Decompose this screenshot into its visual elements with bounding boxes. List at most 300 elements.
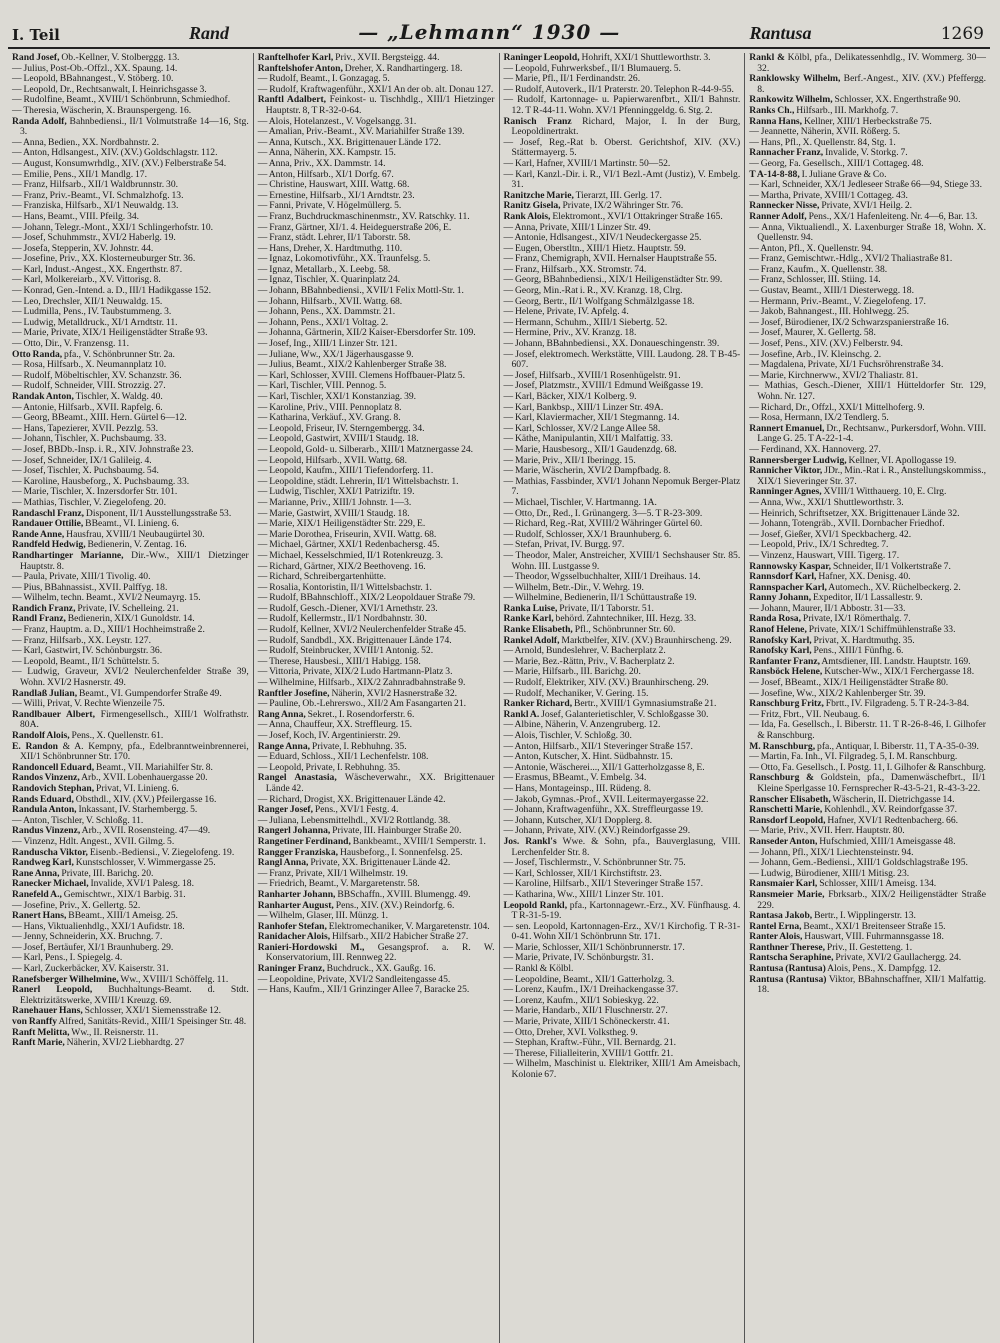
directory-entry: — Arnold, Bundeslehrer, V. Bacherplatz 2. bbox=[503, 645, 666, 657]
directory-entry: — Franz, Gemischtwr.-Hdlg., XVI/2 Thaliastraße 81. bbox=[749, 253, 953, 265]
directory-entry: — Josef, Bürodiener, IX/2 Schwarzspanierstraße 16. bbox=[749, 316, 949, 328]
directory-entry: Ranny Johann, Expeditor, II/1 Lassallestr. 9. bbox=[749, 592, 923, 604]
directory-entry: — Karoline, Priv., VIII. Pennoplatz 8. bbox=[257, 401, 402, 413]
directory-entry: — Emilie, Pens., XII/1 Mandlg. 17. bbox=[12, 168, 147, 180]
directory-entry: — Marie Dorothea, Friseurin, XVII. Wattg. 68. bbox=[257, 528, 437, 540]
directory-entry: — Mathias, Tischler, V. Ziegelofeng. 20. bbox=[12, 496, 166, 508]
directory-entry: Rannspacher Karl, Automech., XV. Rüchelbeckerg. 2. bbox=[749, 581, 961, 593]
column-4 bbox=[745, 53, 990, 1343]
directory-entry: — Rankl & Kölbl. bbox=[503, 963, 574, 975]
directory-entry: Randlbauer Albert, Firmengesellsch., XIII/1 Wolfrathstr. 80A. bbox=[12, 708, 249, 731]
directory-entry: — Johann, Pens., XX. Dammstr. 21. bbox=[257, 306, 396, 318]
directory-entry: — Fritz, Fbrt., VII. Neubaug. 6. bbox=[749, 708, 870, 720]
directory-entry: — Anna, Priv., XX. Dammstr. 14. bbox=[257, 157, 386, 169]
directory-entry: Randich Franz, Private, IV. Schelleing. 21. bbox=[12, 602, 179, 614]
directory-entry: — Theresia, Wäscherin, X. Braunspergeng. 16. bbox=[12, 104, 192, 116]
directory-entry: — Josef, Schneider, IX/1 Galileig. 4. bbox=[12, 454, 152, 466]
section-label: I. Teil bbox=[12, 26, 60, 44]
directory-entry: — Anton, Kutscher, X. Hint. Südbahnstr. 15. bbox=[503, 751, 673, 763]
directory-entry: — Karoline, Hilfsarb., XII/1 Steveringer Straße 157. bbox=[503, 878, 703, 890]
directory-entry: — Rudolf, Mechaniker, V. Gering. 15. bbox=[503, 687, 649, 699]
right-guide-word: Rantusa bbox=[749, 23, 812, 43]
directory-entry: — Michael, Kesselschmied, II/1 Rotenkreuzg. 3. bbox=[257, 549, 444, 561]
directory-entry: — Anna, Kutsch., XX. Brigittenauer Lände 172. bbox=[257, 136, 441, 148]
directory-entry: — Karoline, Hausbeforg., X. Puchsbaumg. 33. bbox=[12, 475, 190, 487]
directory-entry: — Helene, Private, IV. Apfelg. 4. bbox=[503, 306, 629, 318]
directory-entry: Ransböck Helene, Kutscher-Ww., XIX/1 Ferchergasse 18. bbox=[749, 666, 975, 678]
directory-entry: — Marie, Tischler, X. Inzersdorfer Str. 101. bbox=[12, 486, 178, 498]
directory-entry: Ranker Richard, Bertr., XVIII/1 Gymnasiumstraße 21. bbox=[503, 698, 717, 710]
directory-entry: — Antonie, Wäscherei..., XII/1 Gatterholzgasse 8, E. bbox=[503, 761, 705, 773]
directory-entry: — Franz, Hilfsarb., XX. Stromstr. 74. bbox=[503, 263, 647, 275]
directory-entry: — Marie, Handarb., XII/1 Fluschnerstr. 27. bbox=[503, 1005, 668, 1017]
directory-entry: Ranftelshofer Anton, Dreher, X. Randhartingerg. 18. bbox=[257, 62, 463, 74]
directory-entry: — Josefa, Stepperin, XV. Johnstr. 44. bbox=[12, 242, 154, 254]
directory-entry: — Hans, Tapezierer, XVII. Pezzlg. 53. bbox=[12, 422, 158, 434]
left-guide-word: Rand bbox=[189, 23, 230, 43]
directory-entry: — Leopold, Beamt., II/1 Schüttelstr. 5. bbox=[12, 655, 160, 667]
directory-entry: — Leopold, Fuhrwerksbef., II/1 Blumauerg. 5. bbox=[503, 62, 681, 74]
directory-entry: — Käthe, Manipulantin, XII/1 Malfattig. 33. bbox=[503, 433, 673, 445]
directory-entry: — Franz, Hauptm. a. D., XIII/1 Hochheimstraße 2. bbox=[12, 624, 205, 636]
directory-entry: — Lorenz, Kaufm., IX/1 Dreihackengasse 37. bbox=[503, 984, 679, 996]
directory-entry: Ranehauer Hans, Schlosser, XXI/1 Siemensstraße 12. bbox=[12, 1005, 222, 1017]
directory-entry: — Mathias, Fassbinder, XVI/1 Johann Nepomuk Berger-Platz 7. bbox=[503, 475, 741, 498]
directory-entry: — Johann, Kutscher, XI/1 Dopplerg. 8. bbox=[503, 814, 653, 826]
directory-entry: — Hermann, Schuhm., XIII/1 Siebertg. 52. bbox=[503, 316, 668, 328]
directory-entry: — Paula, Private, XIII/1 Tivolig. 40. bbox=[12, 571, 151, 583]
directory-entry: — Richard, Reg.-Rat, XVIII/2 Währinger Gürtel 60. bbox=[503, 518, 703, 530]
directory-entry: — Marie, Bez.-Rättn, Priv., V. Bacherplatz 2. bbox=[503, 655, 675, 667]
entry-columns bbox=[8, 53, 990, 1343]
directory-entry: — Julius, Beamt., XIX/2 Kahlenberger Straße 38. bbox=[257, 359, 447, 371]
directory-entry: — Ignaz, Tischler, X. Quarinplatz 24. bbox=[257, 274, 401, 286]
directory-entry: — Leopold, Dr., Rechtsanwalt, I. Heinrichsgasse 3. bbox=[12, 83, 207, 95]
directory-entry: Ranftl Adalbert, Feinkost- u. Tischhdlg., XIII/1 Hietzinger Hauptstr. 8, T R-32-0-64. bbox=[257, 94, 495, 116]
directory-entry: Rankel Adolf, Marktbelfer, XIV. (XV.) Braunhirscheng. 29. bbox=[503, 634, 732, 646]
directory-entry: — Karl, Tischler, VIII. Pennog. 5. bbox=[257, 380, 387, 392]
directory-entry: Rannersberger Ludwig, Kellner, VI. Apollogasse 19. bbox=[749, 454, 957, 466]
directory-entry: Randauer Ottilie, BBeamt., VI. Linieng. 6. bbox=[12, 518, 179, 530]
directory-entry: — Karl, Gastwirt, IV. Schönburgstr. 36. bbox=[12, 645, 163, 657]
directory-entry: — Franz, Gärtner, XI/1. 4. Heideguerstraße 206, E. bbox=[257, 221, 452, 233]
directory-entry: — Hans, Beamt., VIII. Pfeilg. 34. bbox=[12, 210, 140, 222]
directory-entry: — Johann, Totengräb., XVII. Dornbacher Friedhof. bbox=[749, 518, 945, 530]
directory-entry: Ranftelhofer Karl, Priv., XVII. Bergsteigg. 44. bbox=[257, 53, 440, 63]
directory-entry: — Therese, Filialleiterin, XVIII/1 Gottfr. 21. bbox=[503, 1047, 674, 1059]
directory-entry: — Ferdinand, XX. Hannoverg. 27. bbox=[749, 443, 881, 455]
directory-entry: — Leopold, Kaufm., XIII/1 Tiefendorferg. 11. bbox=[257, 465, 434, 477]
directory-entry: Rande Anne, Hausfrau, XVIII/1 Neubaugürtel 30. bbox=[12, 528, 205, 540]
directory-entry: Randak Anton, Tischler, X. Waldg. 40. bbox=[12, 391, 163, 402]
directory-entry: — Otto, Fa. Gesellsch., I. Postg. 11, I. Gilhofer & Ranschburg. bbox=[749, 761, 986, 773]
directory-entry: — Franz, Buchdruckmaschinenmstr., XV. Ratschky. 11. bbox=[257, 210, 470, 222]
directory-entry: Ranofsky Karl, Privat, X. Hardtmuthg. 35. bbox=[749, 634, 915, 646]
directory-entry: — Anton, Hilfsarb., XII/1 Steveringer Straße 157. bbox=[503, 740, 693, 752]
directory-entry: — Rudolf, Schlosser, XX/1 Braunhuberg. 6. bbox=[503, 528, 672, 540]
directory-entry: — Leopold, Gastwirt, XVIII/1 Staudg. 18. bbox=[257, 433, 419, 445]
directory-entry: Randfeld Hedwig, Bedienerin, V. Zentag. 16. bbox=[12, 539, 187, 551]
directory-entry: — Vinzenz, Hauswart, VIII. Tigerg. 17. bbox=[749, 549, 900, 561]
directory-entry: — Alois, Tischler, V. Schloßg. 30. bbox=[503, 730, 632, 741]
directory-entry: — Antonie, Hilfsarb., XVII. Rapfelg. 6. bbox=[12, 401, 163, 413]
directory-entry: — Karl, Kanzl.-Dir. i. R., VI/1 Bezl.-Amt (Justiz), V. Embelg. 31. bbox=[503, 168, 741, 191]
directory-entry: Rang Anna, Sekret., I. Rosendorferstr. 6. bbox=[257, 708, 415, 720]
directory-entry: Ranft Marie, Näherin, XVI/2 Liebhardtg. 27 bbox=[12, 1037, 185, 1049]
directory-entry: Randaschl Franz, Disponent, II/1 Ausstellungsstraße 53. bbox=[12, 507, 232, 519]
directory-entry: — Josef, Bertäufer, XI/1 Braunhuberg. 29. bbox=[12, 941, 174, 953]
directory-entry: — Rudolf, Beamt., I. Gonzagag. 5. bbox=[257, 73, 390, 85]
directory-entry: — Christine, Hauswart, XIII. Wattg. 68. bbox=[257, 179, 410, 191]
directory-entry: — Georg, BBahnbediensi., XIX/1 Heiligenstädter Str. 99. bbox=[503, 274, 723, 286]
directory-entry: — Rudolf, Kraftwagenführ., XXI/1 An der ob. alt. Donau 127. bbox=[257, 83, 494, 95]
directory-entry: — Marie, Priv., XVII. Herr. Hauptstr. 80. bbox=[749, 825, 905, 837]
directory-entry: — Otto, Dir., V. Franzensg. 11. bbox=[12, 338, 129, 350]
directory-entry: — Rudolf, Kartonnage- u. Papierwarenfbrt., XII/1 Bahnstr. 12. T R-44-11. Wohn. XV/1 Pfenninggeldg. 6. Stg. 2. bbox=[503, 94, 741, 116]
directory-entry: Ranscher Elisabeth, Wäscherin, II. Dietrichgasse 14. bbox=[749, 793, 955, 805]
directory-entry: — Otto, Dr., Red., I. Grünangerg. 3—5. T R-23-309. bbox=[503, 507, 703, 519]
page-number: 1269 bbox=[940, 24, 984, 44]
directory-entry: — Anna, Bedien., XX. Nordbahnstr. 2. bbox=[12, 136, 159, 148]
directory-entry: Ranisch Franz Richard, Major, I. In der Burg, Leopoldinertrakt. bbox=[503, 115, 741, 138]
directory-entry: — Marie, Pfl., II/1 Ferdinandstr. 26. bbox=[503, 73, 641, 85]
directory-entry: — Karl, Klaviermacher, XII/1 Stegmanng. 14. bbox=[503, 412, 680, 424]
directory-entry: — Josefine, Ww., XIX/2 Kahlenberger Str. 39. bbox=[749, 687, 926, 699]
directory-entry: Ranka Luise, Private, II/1 Taborstr. 51. bbox=[503, 602, 654, 614]
directory-entry: — Leopold, Hilfsarb., XVII. Wattg. 68. bbox=[257, 454, 407, 466]
directory-entry: Ranna Hans, Kellner, XIII/1 Herbeckstraße 75. bbox=[749, 115, 932, 127]
directory-entry: — Rudolf, Gesch.-Diener, XVI/1 Arnethstr. 23. bbox=[257, 602, 438, 614]
directory-entry: — Marie, Hausbesorg., XII/1 Gaudenzdg. 68. bbox=[503, 443, 677, 455]
directory-entry: Ranofsky Karl, Pens., XIII/1 Fünfhg. 6. bbox=[749, 645, 904, 657]
directory-entry: — Josef, Hilfsarb., XVIII/1 Rosenhügelstr. 91. bbox=[503, 369, 681, 381]
directory-entry: — Johann, Maurer, II/1 Abbostr. 31—33. bbox=[749, 602, 906, 614]
directory-entry: Randweg Karl, Kunstschlosser, V. Wimmergasse 25. bbox=[12, 857, 216, 869]
directory-entry: — Rudolf, Autoverk., II/1 Praterstr. 20. Telephon R-44-9-55. bbox=[503, 83, 734, 95]
directory-entry: — Josef, Gießer, XVI/1 Speckbacherg. 42. bbox=[749, 528, 912, 540]
directory-entry: — Wilhelm, Betr.-Dir., V. Wehrg. 19. bbox=[503, 581, 644, 593]
directory-entry: Randovich Stephan, Privat, VI. Linieng. 6. bbox=[12, 782, 179, 794]
directory-entry: — Johann, Pens., XXI/1 Voltag. 2. bbox=[257, 316, 389, 328]
directory-entry: — August, Konsumwrhdlg., XIV. (XV.) Felberstraße 54. bbox=[12, 157, 227, 169]
directory-entry: — Rudolf, Schneider, VIII. Strozzig. 27. bbox=[12, 380, 166, 392]
directory-entry: — Rosa, Hermann, IX/2 Tendlerg. 5. bbox=[749, 412, 889, 424]
directory-entry: — Marie, Private, XIX/1 Heiligenstädter Straße 93. bbox=[12, 327, 208, 339]
directory-entry: — Marie, Kirchnerww., XVI/2 Thaliastr. 81. bbox=[749, 369, 919, 381]
directory-entry: Rankl A. Josef, Galanterietischler, V. Schloßgasse 30. bbox=[503, 708, 709, 720]
directory-entry: — Josef, Tischlermstr., V. Schönbrunner Str. 75. bbox=[503, 857, 686, 869]
directory-entry: — Jakob, Bahnangest., III. Hohlwegg. 25. bbox=[749, 306, 910, 318]
directory-entry: Ranitz Gisela, Private, IX/2 Währinger Str. 76. bbox=[503, 200, 684, 212]
directory-entry: — sen. Leopold, Kartonnagen-Erz., XV/1 Kirchofig. T R-31-0-41. Wohn XII/1 Schönbrunn Str. 171. bbox=[503, 920, 741, 943]
directory-entry: — Hans, Montageinsp., III. Rüdeng. 8. bbox=[503, 782, 652, 794]
directory-entry: Rannecker Nisse, Private, XVI/1 Heilg. 2. bbox=[749, 200, 913, 212]
directory-entry: — Katharina, Ww., XIII/1 Linzer Str. 101. bbox=[503, 888, 664, 900]
directory-entry: Rands Eduard, Obsthdl., XIV. (XV.) Pfeilergasse 16. bbox=[12, 793, 217, 805]
directory-entry: — Hermann, Priv.-Beamt., V. Ziegelofeng. 17. bbox=[749, 295, 926, 307]
directory-entry: — Karl, Schlosser, XVIII. Clemens Hoffbauer-Platz 5. bbox=[257, 369, 466, 381]
directory-entry: Rannert Emanuel, Dr., Rechtsanw., Purkersdorf, Wohn. VIII. Lange G. 25. T A-22-1-4. bbox=[749, 422, 987, 445]
directory-entry: — Johann, Telegr.-Mont., XXI/1 Schlingerhofstr. 10. bbox=[12, 221, 214, 233]
directory-entry: — Ludmilla, Pens., IV. Taubstummeng. 3. bbox=[12, 306, 172, 318]
directory-entry: — Josefine, Priv., X. Gellertg. 52. bbox=[12, 899, 141, 911]
directory-entry: — Willi, Privat, V. Rechte Wienzeile 75. bbox=[12, 698, 165, 710]
directory-entry: — Leopold, BBahnangest., V. Stöberg. 10. bbox=[12, 73, 174, 85]
directory-entry: — Karl, Schneider, XX/1 Jedleseer Straße 66—94, Stiege 33. bbox=[749, 179, 982, 191]
directory-entry: — Amalian, Priv.-Beamt., XV. Mariahilfer Straße 139. bbox=[257, 126, 465, 138]
directory-entry: — Ludwig, Tischler, XXI/1 Patriziftr. 19. bbox=[257, 486, 415, 498]
directory-entry: Ranft Melitta, Ww., II. Reisnerstr. 11. bbox=[12, 1026, 159, 1038]
directory-entry: — Johann, BBahnbediensi., XX. Donaueschingenstr. 39. bbox=[503, 338, 720, 350]
directory-entry: — Hans, Kaufm., XII/1 Grinzinger Allee 7, Baracke 25. bbox=[257, 984, 470, 996]
directory-entry: — Anna, Näherin, XX. Kampstr. 15. bbox=[257, 147, 396, 159]
directory-entry: — Johann, Tischler, X. Puchsbaumg. 33. bbox=[12, 433, 167, 445]
directory-entry: — Karl, Zuckerbäcker, XV. Kaiserstr. 31. bbox=[12, 963, 169, 975]
directory-entry: — Rudolf, Sandbdl., XX. Brigittenauer Lände 174. bbox=[257, 634, 452, 646]
directory-entry: — Anna, Chauffeur, XX. Streffleurg. 15. bbox=[257, 719, 413, 731]
directory-entry: — Juliane, Ww., XX/1 Jägerhausgasse 9. bbox=[257, 348, 414, 360]
directory-entry: — Rudolfine, Beamt., XVIII/1 Schönbrunn, Schmiedhof. bbox=[12, 94, 231, 106]
directory-entry: — Richard, Gärtner, XIX/2 Beethoveng. 16. bbox=[257, 560, 426, 572]
directory-entry: — Franz, Hilfsarb., XII/1 Waldbrunnstr. 30. bbox=[12, 179, 179, 191]
directory-entry: Ranieri-Hordowski M., Gesangsprof. a. R. W. Konservatorium, III. Rennweg 22. bbox=[257, 941, 495, 964]
directory-entry: — Marie, Schlosser, XII/1 Schönbrunnerstr. 17. bbox=[503, 941, 685, 953]
directory-entry: Rannacher Franz, Invalide, V. Storkg. 7. bbox=[749, 147, 908, 159]
directory-entry: — Antonie, Hdlsangest., XIV/1 Neudeckergasse 25. bbox=[503, 232, 702, 244]
directory-entry: — Albine, Näherin, V. Anzengruberg. 12. bbox=[503, 719, 661, 731]
directory-entry: — Josef, Koch, IV. Argentinierstr. 29. bbox=[257, 730, 401, 741]
directory-entry: — Wilhelm, Glaser, III. Münzg. 1. bbox=[257, 910, 389, 922]
directory-entry: — Johann, BBahnbediensi., XVII/1 Felix Mottl-Str. 1. bbox=[257, 285, 464, 297]
directory-entry: Ranks Ch., Hilfsarb., III. Markhofg. 7. bbox=[749, 104, 899, 116]
directory-entry: — Ludwig, Graveur, XVI/2 Neulerchenfelder Straße 39, Wohn. XVI/2 Hasnerstr. 49. bbox=[12, 666, 249, 689]
directory-entry: — Pauline, Ob.-Lehrerswo., XII/2 Am Fasangarten 21. bbox=[257, 698, 467, 710]
directory-entry: — Josefine, Priv., XX. Klosterneuburger Str. 36. bbox=[12, 253, 196, 265]
directory-entry: — Richard, Schreibergartenhütte. bbox=[257, 571, 387, 583]
directory-entry: — Wilhelm, Maschinist u. Elektriker, XIII/1 Am Ameisbach, Kolonie 67. bbox=[503, 1058, 741, 1080]
directory-entry: — Vinzenz, Hdlt. Angest., XVII. Gilmg. 5. bbox=[12, 835, 175, 847]
directory-entry: — Eugen, Oberstltn., XIII/1 Hietz. Hauptstr. 59. bbox=[503, 242, 686, 254]
directory-entry: — Johann, Private, XIV. (XV.) Reindorfgasse 29. bbox=[503, 825, 691, 837]
directory-entry: — Leo, Drechsler, XII/1 Neuwaldg. 15. bbox=[12, 295, 163, 307]
directory-entry: Randlaß Julian, Beamt., VI. Gumpendorfer Straße 49. bbox=[12, 687, 222, 699]
directory-entry: — Ida, Fa. Gesellsch., I. Biberstr. 11. T R-26-8-46, I. Gilhofer & Ranschburg. bbox=[749, 719, 986, 741]
directory-entry: — Leopoldine, städt. Lehrerin, II/1 Wittelsbachstr. 1. bbox=[257, 475, 459, 487]
column-1 bbox=[8, 53, 254, 1343]
directory-entry: — Franziska, Hilfsarb., XI/1 Neuwaldg. 13. bbox=[12, 200, 179, 212]
directory-entry: — Hans, Viktualienhdlg., XXI/1 Aufidstr. 18. bbox=[12, 920, 185, 932]
directory-entry: Ranftler Josefine, Näherin, XVI/2 Hasnerstraße 32. bbox=[257, 687, 458, 699]
column-3 bbox=[500, 53, 746, 1343]
directory-entry: Ranharter August, Pens., XIV. (XV.) Reindorfg. 6. bbox=[257, 899, 455, 911]
directory-entry: Ranschburg & Goldstein, pfa., Damenwäschefbrt., II/1 Kleine Sperlgasse 10. Fernsprecher R-43-5-21, R-43-3-22. bbox=[749, 772, 986, 794]
directory-entry: Ranthner Therese, Priv., II. Gestetteng. 1. bbox=[749, 941, 913, 953]
directory-entry: Ranner Adolf, Pens., XX/1 Hafenleiteng. Nr. 4—6, Bar. 13. bbox=[749, 210, 978, 222]
directory-entry: Rantscha Seraphine, Private, XVI/2 Gaullachergg. 24. bbox=[749, 952, 962, 964]
directory-entry: Randolf Alois, Pens., X. Quellenstr. 61. bbox=[12, 730, 164, 741]
directory-entry: — Michael, Tischler, V. Hartmanng. 1A. bbox=[503, 496, 657, 508]
directory-entry: Ranschburg Fritz, Fbrtt., IV. Filgradeng. 5. T R-24-3-84. bbox=[749, 698, 970, 710]
publication-title: — „Lehmann“ 1930 — bbox=[358, 20, 621, 44]
directory-entry: Rantel Erna, Beamt., XXI/1 Breitenseer Straße 15. bbox=[749, 920, 946, 932]
directory-entry: — Rosalia, Kontoristin, II/1 Wittelsbachstr. 1. bbox=[257, 581, 432, 593]
directory-entry: — Rudolf, Möbeltischler, XV. Schanzstr. 36. bbox=[12, 369, 182, 381]
directory-entry: — Marie, Private, IV. Schönburgstr. 31. bbox=[503, 952, 654, 964]
directory-entry: — Johanna, Gärtnerin, XII/2 Kaiser-Ebersdorfer Str. 109. bbox=[257, 327, 476, 339]
directory-entry: von Ranffy Alfred, Sanitäts-Revid., XIII/1 Speisinger Str. 48. bbox=[12, 1016, 247, 1028]
directory-entry: Rantusa (Rantusa) Viktor, BBahnschaffner, XII/1 Malfattig. 18. bbox=[749, 973, 986, 996]
directory-entry: — Ludwig, Bürodiener, XIII/1 Mitisg. 23. bbox=[749, 867, 910, 879]
directory-entry: — Rosa, Hilfsarb., X. Neumannplatz 10. bbox=[12, 359, 167, 371]
directory-entry: — Rudolf, BBahnschloff., XIX/2 Leopoldauer Straße 79. bbox=[257, 592, 476, 604]
directory-entry: — Konrad, Gen.-Intend. a. D., III/1 Hadikgasse 152. bbox=[12, 285, 211, 297]
directory-entry: — Marie, Hilfsarb., III. Barichg. 20. bbox=[503, 666, 641, 678]
directory-entry: Rannicher Viktor, JDr., Min.-Rat i. R., Anstellungskommiss., XIX/1 Sieveringer Str. 37. bbox=[749, 465, 986, 487]
directory-entry: Rangetiner Ferdinand, Bankbeamt., XVIII/1 Semperstr. 1. bbox=[257, 835, 486, 847]
directory-entry: — Karl, Bäcker, XIX/1 Kolberg. 9. bbox=[503, 391, 637, 402]
directory-entry: Ranerl Leopold, Buchhaltungs-Beamt. d. Stdt. Elektrizitätswerke, XVIII/1 Kreuzg. 69. bbox=[12, 984, 249, 1006]
directory-entry: — Jeannette, Näherin, XVII. Rößerg. 5. bbox=[749, 126, 901, 138]
directory-entry: Rank Alois, Elektromont., XVI/1 Ottakringer Straße 165. bbox=[503, 210, 723, 222]
directory-entry: Ranninger Agnes, XVIII/1 Witthauerg. 10, E. Clrg. bbox=[749, 486, 947, 498]
directory-entry: — Josef, BBeamt., XIX/1 Heiligenstädter Straße 80. bbox=[749, 677, 949, 689]
directory-entry: — Jakob, Gymnas.-Prof., XVII. Leitermayergasse 22. bbox=[503, 793, 709, 805]
directory-entry: — Wilhelmine, Hilfsarb., XIX/2 Zahnradbahnstraße 9. bbox=[257, 677, 466, 689]
directory-entry: M. Ranschburg, pfa., Antiquar, I. Biberstr. 11, T A-35-0-39. bbox=[749, 740, 979, 752]
directory-entry: — Martha, Private, XVIII/1 Cottageg. 43. bbox=[749, 189, 908, 201]
directory-entry: — Wilhelm, techn. Beamt., XVI/2 Neumayrg. 15. bbox=[12, 592, 201, 604]
page-header bbox=[8, 14, 990, 49]
directory-entry: Otto Randa, pfa., V. Schönbrunner Str. 2a. bbox=[12, 348, 175, 360]
directory-entry: — Erasmus, BBeamt., V. Embelg. 34. bbox=[503, 772, 647, 784]
directory-entry: Ranger Josef, Pens., XVI/1 Festg. 4. bbox=[257, 804, 399, 816]
directory-entry: Randa Rosa, Private, IX/1 Römerthalg. 7. bbox=[749, 613, 911, 625]
directory-entry: — Theodor, Maler, Anstreicher, XVIII/1 Sechshauser Str. 85. Wohn. III. Lustgasse 9. bbox=[503, 549, 741, 572]
directory-entry: — Karl, Pens., I. Spiegelg. 4. bbox=[12, 952, 123, 964]
directory-entry: — Hermine, Priv., XV. Kranzg. 18. bbox=[503, 327, 637, 339]
directory-entry: — Anton, Hilfsarb., XI/1 Dorfg. 67. bbox=[257, 168, 394, 180]
directory-entry: Rankl & Kölbl, pfa., Delikatessenhdlg., IV. Wommerg. 30—32. bbox=[749, 53, 986, 74]
directory-entry: Rankowitz Wilhelm, Schlosser, XX. Engerthstraße 90. bbox=[749, 94, 961, 106]
directory-entry: — Fanni, Private, V. Högelmüllerg. 5. bbox=[257, 200, 402, 212]
directory-entry: — Josef, Ing., XIII/1 Linzer Str. 121. bbox=[257, 338, 398, 350]
directory-entry: — Richard, Drogist, XX. Brigittenauer Lände 42. bbox=[257, 793, 446, 805]
directory-entry: — Josef, Reg.-Rat b. Oberst. Gerichtshof, XIV. (XV.) Stättermayerg. 5. bbox=[503, 136, 741, 159]
directory-entry: — Stephan, Kraftw.-Führ., VII. Bernardg. 21. bbox=[503, 1037, 677, 1049]
directory-entry: — Anton, Tischler, V. Schloßg. 11. bbox=[12, 814, 144, 826]
directory-entry: — Josef, Tischler, X. Puchsbaumg. 54. bbox=[12, 465, 159, 477]
directory-entry: — Richard, Dr., Offzl., XXI/1 Mittelhoferg. 9. bbox=[749, 401, 925, 413]
directory-entry: Ranidacher Alois, Hilfsarb., XII/2 Habicher Straße 27. bbox=[257, 931, 469, 943]
directory-entry: Ranfanter Franz, Amtsdiener, III. Landstr. Hauptstr. 169. bbox=[749, 655, 971, 667]
directory-entry: — Otto, Dreher, XVI. Volkstheg. 9. bbox=[503, 1026, 638, 1038]
directory-entry: — Franz, Private, XII/1 Wilhelmstr. 19. bbox=[257, 867, 408, 879]
directory-entry: — Georg, BBeamt., XIII. Hern. Gürtel 6—12. bbox=[12, 412, 187, 424]
directory-entry: Randos Vinzenz, Arb., XVII. Lobenhauergasse 20. bbox=[12, 772, 208, 784]
directory-entry: — Heinrich, Schriftsetzer, XX. Brigittenauer Lände 32. bbox=[749, 507, 960, 519]
directory-entry: Ranefeld A., Gemischtwr., XIX/1 Barbig. 31. bbox=[12, 888, 186, 900]
directory-entry: — Eduard, Schloss., XII/1 Lechenfelstr. 108. bbox=[257, 751, 429, 763]
directory-entry: Rannsdorf Karl, Hafner, XX. Denisg. 40. bbox=[749, 571, 911, 583]
directory-entry: — Leopold, Friseur, IV. Sterngembergg. 34. bbox=[257, 422, 425, 434]
directory-entry: — Leopold, Gold- u. Silberarb., XIII/1 Matznergasse 24. bbox=[257, 443, 474, 455]
directory-entry: Rantusa (Rantusa) Alois, Pens., X. Dampfgg. 12. bbox=[749, 963, 941, 975]
directory-entry: Ranof Helene, Private, XIX/1 Schiffmühlenstraße 33. bbox=[749, 624, 956, 636]
directory-entry: — Wilhelmine, Bedienerin, II/1 Schüttaustraße 19. bbox=[503, 592, 697, 604]
directory-entry: Rangerl Johanna, Private, III. Hainburger Straße 20. bbox=[257, 825, 462, 837]
directory-entry: Rane Anna, Private, III. Barichg. 20. bbox=[12, 867, 154, 879]
directory-entry: — Michael, Gärtner, XXI/1 Redenbachersg. 45. bbox=[257, 539, 440, 551]
directory-entry: — Julius, Post-Ob.-Offzl., XX. Spaung. 14. bbox=[12, 62, 178, 74]
directory-entry: — Josef, elektromech. Werkstätte, VIII. Laudong. 28. T B-45-607. bbox=[503, 348, 741, 371]
directory-entry: — Karl, Schlosser, XII/1 Kirchstiftstr. 23. bbox=[503, 867, 662, 879]
directory-entry: — Anton, Hdlsangest., XIV. (XV.) Goldschlagstr. 112. bbox=[12, 147, 218, 159]
directory-entry: — Rudolf, Elektriker, XIV. (XV.) Braunhirscheng. 29. bbox=[503, 677, 709, 689]
directory-entry: — Friedrich, Beamt., V. Margaretenstr. 58. bbox=[257, 878, 420, 890]
directory-entry: Ranitzche Marie, Tierarzt, III. Gerlg. 17. bbox=[503, 189, 662, 201]
directory-entry: — Franz, städt. Lehrer, II/1 Taborstr. 58. bbox=[257, 232, 411, 244]
directory-entry: — Franz, Kaufm., X. Quellenstr. 38. bbox=[749, 263, 888, 275]
directory-entry: Rannowsky Kaspar, Schneider, II/1 Volkertstraße 7. bbox=[749, 560, 951, 572]
directory-entry: — Karl, Schlosser, XV/2 Lange Allee 58. bbox=[503, 422, 661, 434]
directory-entry: — Stefan, Privat, IV. Burgg. 97. bbox=[503, 539, 625, 551]
directory-entry: — Hans, Dreher, X. Hardtmuthg. 110. bbox=[257, 242, 403, 254]
directory-entry: Leopold Rankl, pfa., Kartonnagewr.-Erz., XV. Fünfhausg. 4. T R-31-5-19. bbox=[503, 899, 741, 922]
directory-entry: — Karl, Molkereiarb., XV. Vittorisg. 8. bbox=[12, 274, 161, 286]
directory-entry: — Leopold, Priv., IX/1 Schredteg. 7. bbox=[749, 539, 889, 551]
directory-entry: — Katharina, Verkäuf., XV. Grang. 8. bbox=[257, 412, 401, 424]
directory-entry: Randhartinger Marianne, Dir.-Ww., XIII/1 Dietzinger Hauptstr. 8. bbox=[12, 549, 249, 572]
directory-entry: Rand Josef, Ob.-Kellner, V. Stolberggg. 13. bbox=[12, 53, 180, 63]
directory-entry: — Karl, Indust.-Angest., XX. Engerthstr. 87. bbox=[12, 263, 183, 275]
directory-entry: — Juliana, Lebensmittelhdl., XVI/2 Rottlandg. 38. bbox=[257, 814, 451, 826]
directory-entry: Randula Anton, Inkassant, IV. Starhembergg. 5. bbox=[12, 804, 198, 816]
directory-entry: Ranharter Johann, BBSchaffn., XVIII. Blumengg. 49. bbox=[257, 888, 471, 900]
directory-entry: Raninger Leopold, Hohrift, XXI/1 Shuttleworthstr. 3. bbox=[503, 53, 711, 63]
directory-entry: Ransmeier Marie, Fbrksarb., XIX/2 Heiligenstädter Straße 229. bbox=[749, 888, 986, 911]
directory-entry: — Rudolf, Steinbrucker, XVIII/1 Antonig. 52. bbox=[257, 645, 434, 657]
directory-entry: Jos. Rankl's Wwe. & Sohn, pfa., Bauverglasung, VIII. Lerchenfelder Str. 8. bbox=[503, 835, 741, 858]
column-2 bbox=[254, 53, 500, 1343]
directory-entry: — Gustav, Beamt., XIII/1 Diesterwegg. 18. bbox=[749, 285, 914, 297]
directory-entry: — Johann, Gem.-Bediensi., XIII/1 Goldschlagstraße 195. bbox=[749, 857, 968, 869]
directory-entry: — Martin, Fa. Inh., VI. Filgradeg. 5, I. M. Ranschburg. bbox=[749, 751, 958, 763]
directory-entry: Range Anna, Private, I. Rebhuhng. 35. bbox=[257, 740, 407, 752]
directory-entry: — Josef, Pens., XIV. (XV.) Felberstr. 94. bbox=[749, 338, 903, 350]
directory-entry: — Magdalena, Private, XI/1 Fuchsröhrenstraße 34. bbox=[749, 359, 944, 371]
directory-entry: Ranefsberger Wilhelmine, Ww., XVIII/1 Schöffelg. 11. bbox=[12, 973, 229, 985]
directory-entry: — Franz, Chemigraph, XVII. Hernalser Hauptstraße 55. bbox=[503, 253, 717, 265]
directory-entry: — Josefine, Arb., IV. Kleinschg. 2. bbox=[749, 348, 882, 360]
directory-entry: Ransmaier Karl, Schlosser, XIII/1 Ameisg. 134. bbox=[749, 878, 937, 890]
directory-entry: Ranklowsky Wilhelm, Berf.-Angest., XIV. (XV.) Pfeffergg. 8. bbox=[749, 73, 986, 95]
directory-entry: — Josef, Schuhmmstr., XVI/2 Haberlg. 19. bbox=[12, 232, 176, 244]
directory-entry: Ranhofer Stefan, Elektromechaniker, V. Margaretenstr. 104. bbox=[257, 920, 490, 932]
directory-entry: — Marie, Priv., XII/1 Iberingg. 15. bbox=[503, 454, 636, 466]
directory-entry: — Karl, Bankbsp., XIII/1 Linzer Str. 49A. bbox=[503, 401, 664, 413]
directory-entry: — Georg, Min.-Rat i. R., XV. Kranzg. 18, Clrg. bbox=[503, 285, 683, 297]
directory-entry: — Anna, Private, XIII/1 Linzer Str. 49. bbox=[503, 221, 651, 233]
directory-entry: — Ernestine, Hilfsarb., XI/1 Arndtstr. 23. bbox=[257, 189, 415, 201]
directory-entry: — Leopold, Private, I. Rebhuhng. 35. bbox=[257, 761, 401, 773]
directory-entry: T A-14-8-88, I. Juliane Grave & Co. bbox=[749, 168, 887, 180]
directory-entry: — Anna, Viktualiendl., X. Laxenburger Straße 18, Wohn. X. Quellenstr. 94. bbox=[749, 221, 986, 244]
directory-entry: — Leopoldine, Private, XVI/2 Sandleitengasse 45. bbox=[257, 973, 451, 985]
directory-entry: — Jenny, Schneiderin, XX. Bruchng. 7. bbox=[12, 931, 163, 943]
directory-entry: — Hans, Pfl., X. Quellenstr. 84, Stg. 1. bbox=[749, 136, 896, 148]
directory-entry: Rangl Anna, Private, XX. Brigittenauer Lände 42. bbox=[257, 857, 451, 869]
directory-entry: — Leopoldine, Beamt., XII/1 Gatterholzg. 3. bbox=[503, 973, 675, 985]
